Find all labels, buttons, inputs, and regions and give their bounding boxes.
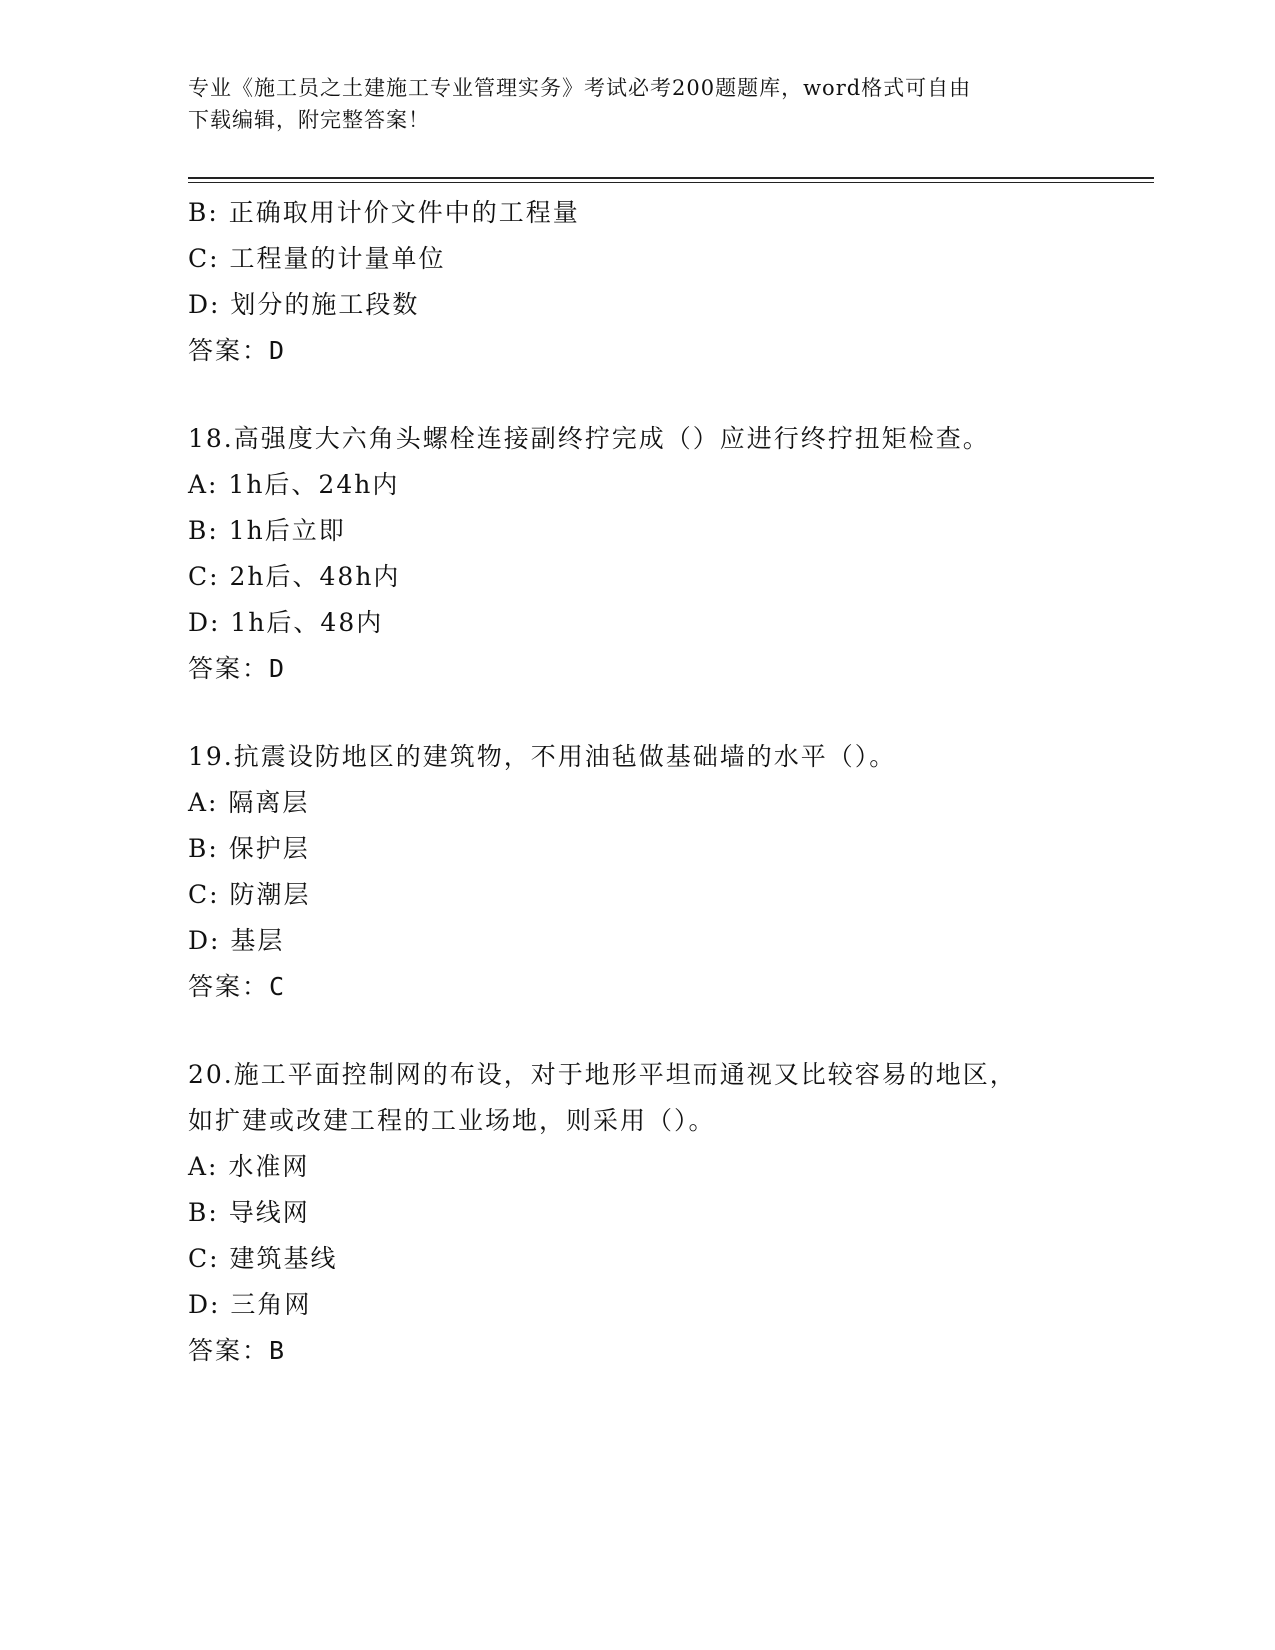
question-stem-line-1: 20.施工平面控制网的布设，对于地形平坦而通视又比较容易的地区， xyxy=(188,1060,1017,1089)
header-divider-thin xyxy=(188,182,1154,183)
answer-line xyxy=(188,328,1154,374)
option-c: C: 建筑基线 xyxy=(188,1244,338,1273)
answer-value: B xyxy=(269,1336,285,1365)
header-title-line-1: 专业《施工员之土建施工专业管理实务》考试必考200题题库，word格式可自由 xyxy=(188,76,972,100)
question-19-block xyxy=(188,734,1154,1010)
option-b: B: 1h后立即 xyxy=(188,516,346,545)
answer-value: D xyxy=(269,654,285,683)
option-a: A: 水准网 xyxy=(188,1152,310,1181)
header-title-line-2: 下载编辑，附完整答案！ xyxy=(188,108,430,132)
option-a: A: 1h后、24h内 xyxy=(188,470,400,499)
option-c: C: 2h后、48h内 xyxy=(188,562,401,591)
option-d: D: 基层 xyxy=(188,926,285,955)
answer-label: 答案： xyxy=(188,1336,270,1365)
option-c: C: 工程量的计量单位 xyxy=(188,244,446,273)
option-d: D: 1h后、48内 xyxy=(188,608,384,637)
answer-label: 答案： xyxy=(188,654,270,683)
option-a: A: 隔离层 xyxy=(188,788,310,817)
question-stem: 18.高强度大六角头螺栓连接副终拧完成（）应进行终拧扭矩检查。 xyxy=(188,424,990,453)
option-b: B: 保护层 xyxy=(188,834,310,863)
answer-line xyxy=(188,646,1154,692)
answer-value: D xyxy=(269,336,285,365)
option-b: B: 导线网 xyxy=(188,1198,310,1227)
carryover-question-block xyxy=(188,190,1154,374)
answer-label: 答案： xyxy=(188,972,270,1001)
question-stem: 19.抗震设防地区的建筑物，不用油毡做基础墙的水平（）。 xyxy=(188,742,897,771)
header-divider-thick xyxy=(188,177,1154,179)
question-content xyxy=(188,190,1154,1374)
spacer xyxy=(188,692,1154,734)
question-20-block xyxy=(188,1052,1154,1374)
spacer xyxy=(188,374,1154,416)
spacer xyxy=(188,1010,1154,1052)
answer-line xyxy=(188,1328,1154,1374)
option-c: C: 防潮层 xyxy=(188,880,311,909)
answer-label: 答案： xyxy=(188,336,270,365)
question-stem-line-2: 如扩建或改建工程的工业场地，则采用（）。 xyxy=(188,1106,716,1135)
option-b: B: 正确取用计价文件中的工程量 xyxy=(188,198,580,227)
question-18-block xyxy=(188,416,1154,692)
option-d: D: 三角网 xyxy=(188,1290,312,1319)
answer-line xyxy=(188,964,1154,1010)
option-d: D: 划分的施工段数 xyxy=(188,290,420,319)
answer-value: C xyxy=(269,972,285,1001)
document-header xyxy=(188,72,1068,136)
